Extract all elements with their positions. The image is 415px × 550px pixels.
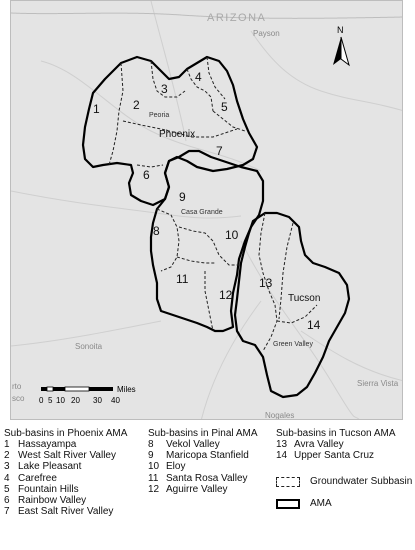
legend-pinal [148, 428, 258, 495]
legend-item: 14 Upper Santa Cruz [276, 450, 375, 462]
basin-number: 7 [216, 144, 223, 158]
basin-number: 12 [219, 288, 233, 302]
scale-bar [39, 385, 136, 405]
legend-groundwater-symbol [276, 476, 412, 487]
scale-bar-tick: 10 [56, 396, 65, 405]
north-label: N [337, 25, 344, 35]
scale-bar-segment [65, 387, 89, 391]
place-rto: rto [12, 382, 22, 391]
place-casa-grande: Casa Grande [181, 209, 223, 216]
legend-tucson-title: Sub-basins in Tucson AMA [276, 428, 396, 439]
place-sco: sco [12, 394, 25, 403]
place-sierra-vista: Sierra Vista [357, 379, 399, 388]
legend-item: 8 Vekol Valley [148, 439, 220, 450]
scale-bar-tick: 30 [93, 396, 102, 405]
map-canvas [11, 1, 403, 420]
place-payson: Payson [253, 29, 280, 38]
scale-bar-tick: 0 [39, 396, 44, 405]
legend-item: 10 Eloy [148, 461, 186, 473]
tucson-ama-boundary [235, 213, 349, 397]
scale-bar-segment [89, 387, 113, 391]
map-frame [10, 0, 403, 420]
place-green-valley: Green Valley [273, 341, 313, 348]
legend-item: 11 Santa Rosa Valley [148, 472, 248, 484]
basin-number: 1 [93, 102, 100, 116]
legend-item: 9 Maricopa Stanfield [148, 450, 249, 462]
basin-number: 9 [179, 190, 186, 204]
legend-phoenix [4, 428, 127, 517]
legend-pinal-title: Sub-basins in Pinal AMA [148, 428, 258, 439]
scale-bar-segment [53, 387, 65, 391]
basin-number: 14 [307, 318, 321, 332]
scale-bar-tick: 40 [111, 396, 120, 405]
basin-number: 4 [195, 70, 202, 84]
north-arrow [333, 25, 349, 65]
legend-tucson [276, 428, 396, 461]
basin-number: 3 [161, 82, 168, 96]
legend-ama-label: AMA [310, 498, 332, 509]
basin-number: 2 [133, 98, 140, 112]
state-label: ARIZONA [207, 12, 267, 24]
legend [0, 428, 415, 550]
city-tucson: Tucson [288, 293, 321, 304]
legend-item: 6 Rainbow Valley [4, 495, 87, 507]
north-arrow-left [333, 37, 341, 65]
solid-boundary-swatch [276, 499, 300, 509]
legend-item: 12 Aguirre Valley [148, 483, 228, 495]
place-sonoita: Sonoita [75, 342, 103, 351]
legend-phoenix-title: Sub-basins in Phoenix AMA [4, 428, 128, 439]
legend-item: 5 Fountain Hills [4, 483, 79, 495]
legend-item: 7 East Salt River Valley [4, 506, 114, 518]
scale-bar-unit: Miles [117, 385, 136, 394]
legend-item: 1 Hassayampa [4, 439, 77, 450]
scale-bar-tick: 20 [71, 396, 80, 405]
legend-ama-symbol [276, 498, 332, 509]
legend-groundwater-label: Groundwater Subbasin [310, 476, 413, 487]
scale-bar-segment [47, 387, 53, 391]
place-peoria: Peoria [149, 112, 170, 119]
basin-number: 6 [143, 168, 150, 182]
scale-bar-tick: 5 [48, 396, 53, 405]
basin-number: 13 [259, 276, 273, 290]
basin-number: 8 [153, 224, 160, 238]
basin-number: 10 [225, 228, 239, 242]
legend-item: 13 Avra Valley [276, 439, 344, 450]
legend-item: 2 West Salt River Valley [4, 450, 116, 462]
scale-bar-segment [41, 387, 47, 391]
legend-item: 3 Lake Pleasant [4, 461, 82, 473]
basin-number: 5 [221, 100, 228, 114]
legend-item: 4 Carefree [4, 472, 57, 484]
city-phoenix: Phoenix [159, 129, 196, 140]
dashed-boundary-swatch [276, 477, 300, 487]
basin-number: 11 [176, 272, 189, 286]
place-nogales: Nogales [265, 411, 295, 420]
north-arrow-right [341, 37, 349, 65]
